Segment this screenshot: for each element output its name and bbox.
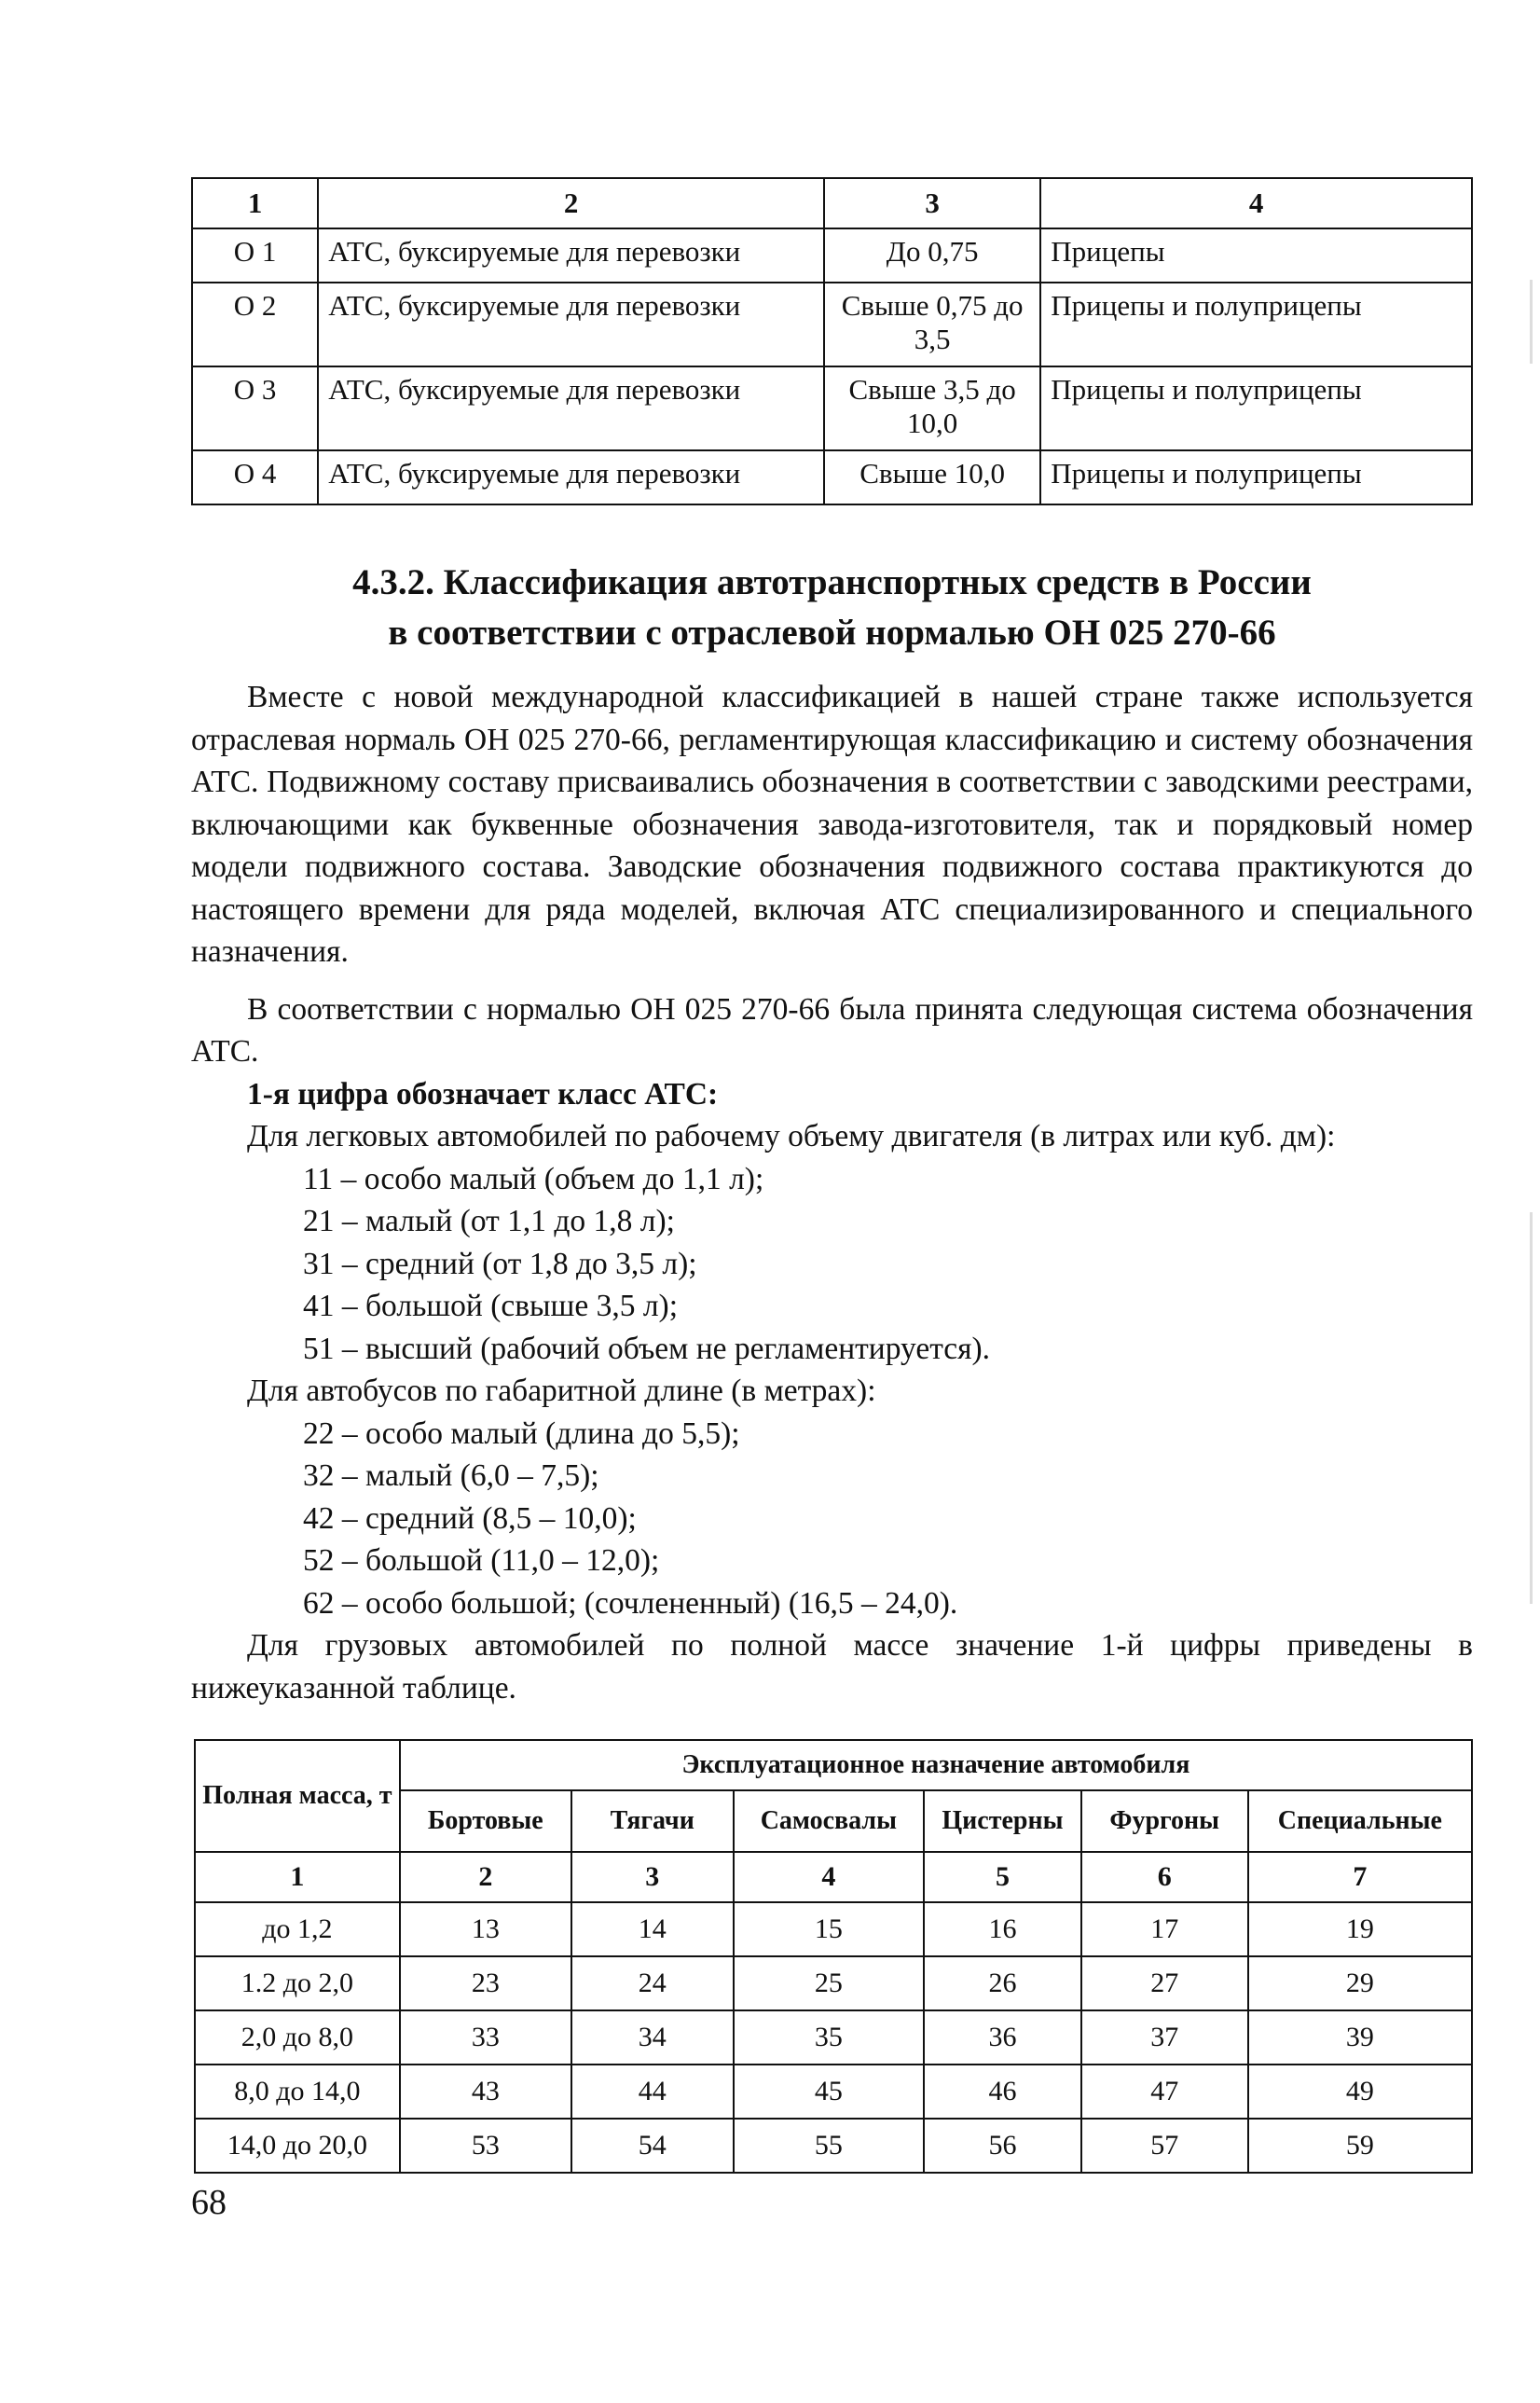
column-header: Фургоны: [1081, 1790, 1248, 1852]
category-type: Прицепы и полуприцепы: [1040, 283, 1472, 366]
category-description: АТС, буксируемые для перевозки: [318, 228, 824, 283]
column-number: 3: [571, 1852, 734, 1902]
category-mass: Свыше 0,75 до 3,5: [824, 283, 1040, 366]
trailer-classification-table: [191, 177, 1473, 505]
class-code: 39: [1248, 2010, 1472, 2065]
column-number: 1: [195, 1852, 400, 1902]
paragraph: Вместе с новой международной классификацией в нашей стране также используется отраслевая нормаль ОН 025 270-66, регламентирующая классификацию и систему обозначения АТС. Подвижному составу присваивались обозначения в соответствии с заводскими реестрами, включающими как буквенные обозначения завода-изготовителя, так и порядковый номер модели подвижного состава. Заводские обозначения подвижного состава практикуются до настоящего времени для ряда моделей, включая АТС специализированного и специального назначения.: [191, 680, 1473, 969]
mass-range: 8,0 до 14,0: [195, 2065, 400, 2119]
mass-range: 14,0 до 20,0: [195, 2119, 400, 2173]
class-code: 25: [734, 1956, 924, 2010]
section-title-line: в соответствии с отраслевой нормалью ОН 025 270-66: [388, 613, 1276, 653]
group-header: Эксплуатационное назначение автомобиля: [400, 1740, 1472, 1790]
list-item: 51 – высший (рабочий объем не регламентируется).: [303, 1331, 991, 1366]
column-number: 4: [734, 1852, 924, 1902]
mass-range: 2,0 до 8,0: [195, 2010, 400, 2065]
list-item: 42 – средний (8,5 – 10,0);: [303, 1500, 637, 1536]
category-code: O 4: [192, 450, 318, 504]
list-item: 32 – малый (6,0 – 7,5);: [303, 1458, 599, 1493]
column-header: Бортовые: [400, 1790, 571, 1852]
cars-intro: Для легковых автомобилей по рабочему объему двигателя (в литрах или куб. дм):: [247, 1119, 1336, 1153]
list-item: 21 – малый (от 1,1 до 1,8 л);: [303, 1204, 675, 1238]
table-row: [192, 228, 1472, 283]
section-heading: [191, 558, 1473, 658]
column-header: 4: [1040, 178, 1472, 228]
column-header: 3: [824, 178, 1040, 228]
list-item: 31 – средний (от 1,8 до 3,5 л);: [303, 1246, 697, 1281]
category-type: Прицепы и полуприцепы: [1040, 450, 1472, 504]
class-code: 59: [1248, 2119, 1472, 2173]
class-code: 57: [1081, 2119, 1248, 2173]
category-type: Прицепы: [1040, 228, 1472, 283]
column-header: 1: [192, 178, 318, 228]
class-code: 17: [1081, 1902, 1248, 1956]
category-code: O 2: [192, 283, 318, 366]
column-header: 2: [318, 178, 824, 228]
table-row: [192, 450, 1472, 504]
class-code: 47: [1081, 2065, 1248, 2119]
class-code: 24: [571, 1956, 734, 2010]
class-code: 35: [734, 2010, 924, 2065]
list-item: 52 – большой (11,0 – 12,0);: [303, 1543, 660, 1578]
class-code: 53: [400, 2119, 571, 2173]
column-header: Цистерны: [924, 1790, 1081, 1852]
list-item: 11 – особо малый (объем до 1,1 л);: [303, 1161, 764, 1196]
column-number: 6: [1081, 1852, 1248, 1902]
mass-header: Полная масса, т: [195, 1740, 400, 1852]
column-number: 2: [400, 1852, 571, 1902]
category-type: Прицепы и полуприцепы: [1040, 366, 1472, 450]
class-code: 14: [571, 1902, 734, 1956]
class-code: 19: [1248, 1902, 1472, 1956]
column-number-row: [195, 1852, 1472, 1902]
category-code: O 3: [192, 366, 318, 450]
table-row: [195, 2065, 1472, 2119]
paragraph: Для грузовых автомобилей по полной массе значение 1-й цифры приведены в нижеуказанной таблице.: [191, 1628, 1473, 1706]
class-code: 27: [1081, 1956, 1248, 2010]
table-row: [192, 283, 1472, 366]
table-row: [195, 2010, 1472, 2065]
class-code: 33: [400, 2010, 571, 2065]
category-description: АТС, буксируемые для перевозки: [318, 283, 824, 366]
table-header-row: [195, 1740, 1472, 1790]
buses-intro: Для автобусов по габаритной длине (в метрах):: [247, 1374, 876, 1408]
class-code: 55: [734, 2119, 924, 2173]
table-header-row: [192, 178, 1472, 228]
class-code: 36: [924, 2010, 1081, 2065]
category-mass: Свыше 10,0: [824, 450, 1040, 504]
class-code: 23: [400, 1956, 571, 2010]
column-header: Специальные: [1248, 1790, 1472, 1852]
class-code: 26: [924, 1956, 1081, 2010]
class-code: 29: [1248, 1956, 1472, 2010]
column-header: Самосвалы: [734, 1790, 924, 1852]
body-text: [191, 676, 1473, 1709]
scan-artifact: [1530, 280, 1533, 364]
class-code: 37: [1081, 2010, 1248, 2065]
paragraph: В соответствии с нормалью ОН 025 270-66 была принята следующая система обозначения АТС.: [191, 991, 1473, 1069]
class-code: 44: [571, 2065, 734, 2119]
category-description: АТС, буксируемые для перевозки: [318, 450, 824, 504]
table-row: [195, 2119, 1472, 2173]
class-code: 46: [924, 2065, 1081, 2119]
table-row: [195, 1902, 1472, 1956]
class-code: 56: [924, 2119, 1081, 2173]
category-code: O 1: [192, 228, 318, 283]
class-code: 13: [400, 1902, 571, 1956]
class-code: 45: [734, 2065, 924, 2119]
mass-range: 1.2 до 2,0: [195, 1956, 400, 2010]
page-number: 68: [191, 2183, 227, 2222]
column-header: Тягачи: [571, 1790, 734, 1852]
class-code: 49: [1248, 2065, 1472, 2119]
class-code: 54: [571, 2119, 734, 2173]
category-description: АТС, буксируемые для перевозки: [318, 366, 824, 450]
category-mass: До 0,75: [824, 228, 1040, 283]
section-title-line: 4.3.2. Классификация автотранспортных средств в России: [352, 562, 1312, 602]
scan-artifact: [1530, 1212, 1533, 1604]
truck-class-table: [194, 1739, 1473, 2174]
list-item: 22 – особо малый (длина до 5,5);: [303, 1416, 740, 1451]
column-number: 5: [924, 1852, 1081, 1902]
subheading: 1-я цифра обозначает класс АТС:: [247, 1076, 719, 1112]
class-code: 16: [924, 1902, 1081, 1956]
list-item: 62 – особо большой; (сочлененный) (16,5 – 24,0).: [303, 1585, 958, 1621]
class-code: 15: [734, 1902, 924, 1956]
mass-range: до 1,2: [195, 1902, 400, 1956]
table-row: [195, 1956, 1472, 2010]
table-row: [192, 366, 1472, 450]
category-mass: Свыше 3,5 до 10,0: [824, 366, 1040, 450]
class-code: 34: [571, 2010, 734, 2065]
column-number: 7: [1248, 1852, 1472, 1902]
list-item: 41 – большой (свыше 3,5 л);: [303, 1289, 679, 1323]
class-code: 43: [400, 2065, 571, 2119]
